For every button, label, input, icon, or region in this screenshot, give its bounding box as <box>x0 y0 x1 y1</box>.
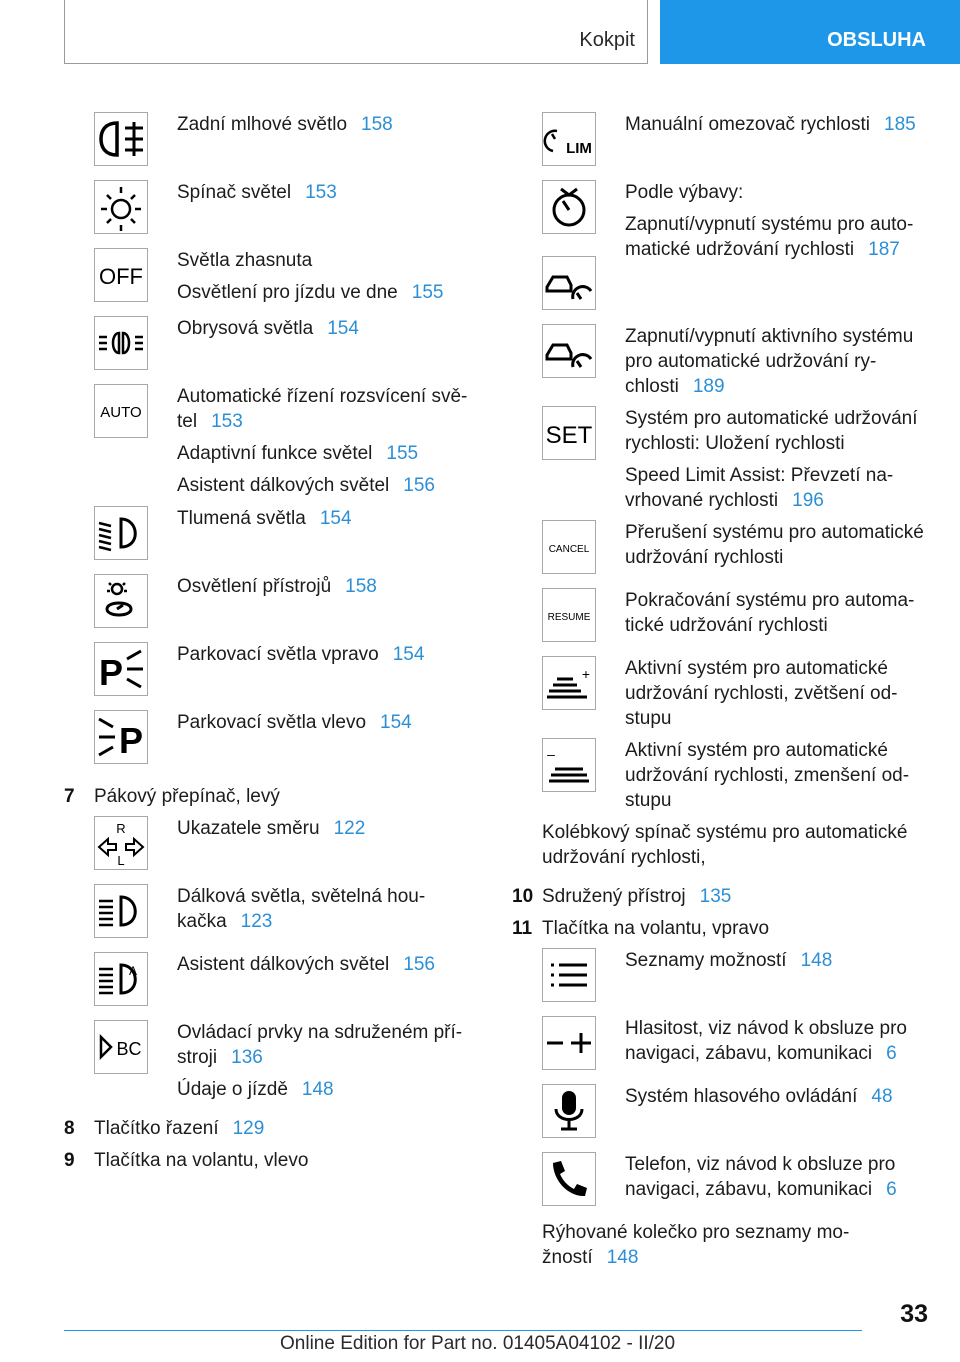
item-instrument-cluster: Sdružený přístroj 135 <box>542 886 732 907</box>
entry-auto-lights: Automatické řízení rozsvícení svě- tel 153 <box>177 386 468 432</box>
chapter-tab[interactable]: OBSLUHA <box>660 0 960 64</box>
entry-voice-control: Systém hlasového ovládání 48 <box>625 1086 893 1107</box>
off-icon <box>94 248 148 302</box>
high-beam-assist-icon <box>94 952 148 1006</box>
speed-limiter-icon <box>542 112 596 166</box>
entry-high-beam-assistant: Asistent dálkových světel 156 <box>177 475 435 496</box>
microphone-icon <box>542 1084 596 1138</box>
item-wheel-buttons-right: Tlačítka na volantu, vpravo <box>542 918 770 939</box>
phone-icon <box>542 1152 596 1206</box>
entry-rear-fog-light: Zadní mlhové světlo 158 <box>177 114 393 135</box>
list-icon <box>542 948 596 1002</box>
entry-daytime-running-lights: Osvětlení pro jízdu ve dne 155 <box>177 282 444 303</box>
side-lights-icon <box>94 316 148 370</box>
low-beam-icon <box>94 506 148 560</box>
parking-light-right-icon <box>94 642 148 696</box>
entry-cluster-controls: Ovládací prvky na sdruženém pří- stroji 136 <box>177 1022 463 1068</box>
cruise-control-icon <box>542 180 596 234</box>
cancel-icon <box>542 520 596 574</box>
bc-icon <box>94 1020 148 1074</box>
entry-resume-cruise: Pokračování systému pro automa- tické udržování rychlosti <box>625 590 915 636</box>
svg-text:R: R <box>116 821 126 836</box>
entry-parking-light-left: Parkovací světla vlevo 154 <box>177 712 412 733</box>
item-wheel-buttons-left: Tlačítka na volantu, vlevo <box>94 1150 309 1171</box>
entry-option-lists: Seznamy možností 148 <box>625 950 833 971</box>
svg-text:+: + <box>581 666 591 682</box>
svg-text:CANCEL: CANCEL <box>548 544 590 555</box>
entry-trip-data: Údaje o jízdě 148 <box>177 1079 334 1100</box>
high-beam-icon <box>94 884 148 938</box>
entry-cruise-control-toggle: Zapnutí/vypnutí systému pro auto- matické udržování rychlosti 187 <box>625 214 914 260</box>
instrument-lighting-icon <box>94 574 148 628</box>
entry-telephone: Telefon, viz návod k obsluze pro navigaci, zábavu, komunikaci 6 <box>625 1154 897 1200</box>
svg-text:P: P <box>99 652 124 693</box>
item-number-7: 7 <box>64 786 75 807</box>
entry-instrument-lighting: Osvětlení přístrojů 158 <box>177 576 377 597</box>
distance-increase-icon <box>542 656 596 710</box>
svg-text:RESUME: RESUME <box>547 612 591 623</box>
item-number-10: 10 <box>512 886 534 907</box>
entry-speed-limiter: Manuální omezovač rychlosti 185 <box>625 114 916 135</box>
svg-text:A: A <box>128 964 138 978</box>
distance-decrease-icon <box>542 738 596 792</box>
entry-set-speed: Systém pro automatické udržování rychlosti: Uložení rychlosti <box>625 408 918 454</box>
item-number-8: 8 <box>64 1118 75 1139</box>
volume-icon <box>542 1016 596 1070</box>
item-number-11: 11 <box>512 918 533 939</box>
entry-active-cruise-control: Zapnutí/vypnutí aktivního systému pro automatické udržování ry- chlosti 189 <box>625 326 914 397</box>
item-gear-button: Tlačítko řazení 129 <box>94 1118 265 1139</box>
auto-icon <box>94 384 148 438</box>
edition-footer: Online Edition for Part no. 01405A04102 - II/20 <box>280 1333 676 1354</box>
parking-light-left-icon <box>94 710 148 764</box>
light-switch-icon <box>94 180 148 234</box>
item-number-9: 9 <box>64 1150 75 1171</box>
entry-thumbwheel: Rýhované kolečko pro seznamy mo- žností 148 <box>542 1222 850 1268</box>
entry-turn-signals: Ukazatele směru 122 <box>177 818 366 839</box>
svg-text:SET: SET <box>545 422 593 449</box>
entry-cancel-cruise: Přerušení systému pro automatické udržování rychlosti <box>625 522 924 568</box>
rear-fog-light-icon <box>94 112 148 166</box>
entry-side-lights: Obrysová světla 154 <box>177 318 359 339</box>
svg-text:LIM: LIM <box>566 140 592 157</box>
entry-speed-limit-assist: Speed Limit Assist: Převzetí na- vrhované rychlosti 196 <box>625 465 894 511</box>
entry-adaptive-lights: Adaptivní funkce světel 155 <box>177 443 419 464</box>
turn-signal-icon <box>94 816 148 870</box>
entry-low-beam: Tlumená světla 154 <box>177 508 352 529</box>
svg-text:P: P <box>119 720 144 761</box>
cruise-control-car-icon <box>542 256 596 310</box>
entry-light-switch: Spínač světel 153 <box>177 182 337 203</box>
resume-icon <box>542 588 596 642</box>
active-cruise-control-icon <box>542 324 596 378</box>
item-left-stalk: Pákový přepínač, levý <box>94 786 280 807</box>
entry-lights-off: Světla zhasnuta <box>177 250 313 271</box>
svg-text:OFF: OFF <box>99 264 143 289</box>
entry-rocker-switch: Kolébkový spínač systému pro automatické udržování rychlosti, <box>542 822 908 868</box>
page-number: 33 <box>900 1300 928 1328</box>
footer-divider <box>64 1330 862 1331</box>
entry-parking-light-right: Parkovací světla vpravo 154 <box>177 644 425 665</box>
section-title: Kokpit <box>579 29 635 51</box>
entry-high-beam: Dálková světla, světelná hou- kačka 123 <box>177 886 426 932</box>
entry-high-beam-assistant-2: Asistent dálkových světel 156 <box>177 954 435 975</box>
set-icon <box>542 406 596 460</box>
svg-text:L: L <box>117 853 125 868</box>
header-box <box>64 0 648 64</box>
svg-text:–: – <box>547 746 555 762</box>
entry-distance-increase: Aktivní systém pro automatické udržování rychlosti, zvětšení od- stupu <box>625 658 898 729</box>
entry-volume: Hlasitost, viz návod k obsluze pro navigaci, zábavu, komunikaci 6 <box>625 1018 907 1064</box>
svg-text:BC: BC <box>116 1039 142 1059</box>
svg-text:AUTO: AUTO <box>100 404 142 421</box>
entry-distance-decrease: Aktivní systém pro automatické udržování rychlosti, zmenšení od- stupu <box>625 740 910 811</box>
entry-optional-equipment: Podle výbavy: <box>625 182 744 203</box>
